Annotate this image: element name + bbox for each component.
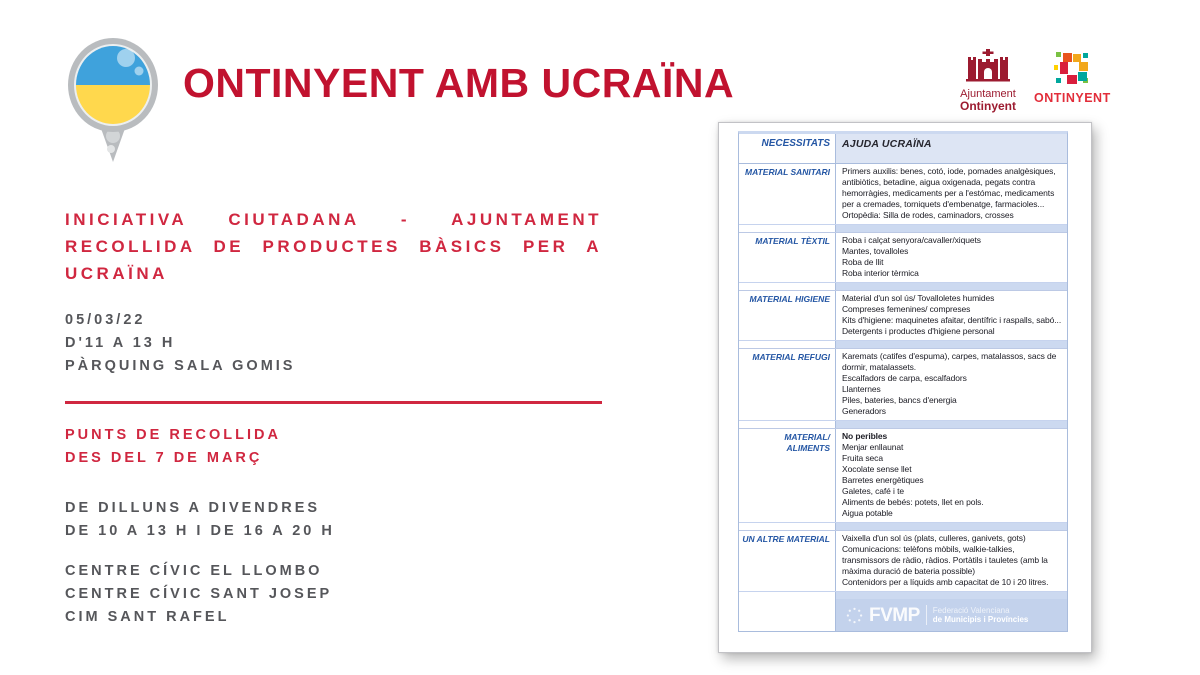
page-title: ONTINYENT AMB UCRAÏNA bbox=[183, 60, 735, 106]
separator-left-cell bbox=[739, 523, 836, 530]
schedule-line: DE DILLUNS A DIVENDRES bbox=[65, 500, 321, 516]
table-row-label: MATERIAL REFUGI bbox=[739, 349, 836, 420]
table-row bbox=[739, 290, 1067, 340]
table-row-separator bbox=[739, 591, 1067, 599]
table-row-content: Primers auxilis: benes, cotó, iode, pomades analgèsiques, antibiòtics, betadine, aigua oxigenada, pegats contra hemorràgies, medicaments per a l'estómac, medicaments per a cremades, torniquets d'embenatge, farmacioles... Ortopèdia: Silla de rodes, caminadors, crosses bbox=[842, 166, 1056, 220]
needs-document-card bbox=[718, 122, 1092, 653]
separator-band bbox=[836, 523, 1067, 530]
table-row bbox=[739, 428, 1067, 522]
table-row-content: Roba i calçat senyora/cavaller/xiquets Mantes, tovalloles Roba de llit Roba interior tèrmica bbox=[842, 235, 981, 278]
table-row-label: MATERIAL TÈXTIL bbox=[739, 233, 836, 282]
separator-left-cell bbox=[739, 341, 836, 348]
table-row bbox=[739, 530, 1067, 591]
table-row-separator bbox=[739, 420, 1067, 428]
location-line: CENTRE CÍVIC SANT JOSEP bbox=[65, 586, 333, 602]
heading-line: INICIATIVA CIUTADANA - AJUNTAMENT bbox=[65, 210, 602, 229]
separator-band bbox=[836, 283, 1067, 290]
event-place: PÀRQUING SALA GOMIS bbox=[65, 358, 296, 374]
table-row-separator bbox=[739, 282, 1067, 290]
table-row-label: MATERIAL HIGIENE bbox=[739, 291, 836, 340]
table-row-label: MATERIAL SANITARI bbox=[739, 164, 836, 224]
fvmp-caption-line2: de Municipis i Províncies bbox=[932, 615, 1029, 624]
table-row bbox=[739, 232, 1067, 282]
ontinyent-brand-text: ONTINYENT bbox=[1034, 91, 1111, 105]
separator-left-cell bbox=[739, 225, 836, 232]
collection-title-line: PUNTS DE RECOLLIDA bbox=[65, 427, 281, 443]
fvmp-caption bbox=[933, 606, 1029, 625]
fvmp-caption-line1: Federació Valenciana bbox=[932, 605, 1010, 615]
location-line: CIM SANT RAFEL bbox=[65, 609, 230, 625]
table-row-label: UN ALTRE MATERIAL bbox=[739, 531, 836, 591]
event-time: D'11 A 13 H bbox=[65, 335, 176, 351]
fvmp-divider bbox=[926, 605, 927, 625]
heading-line: RECOLLIDA DE PRODUCTES BÀSICS PER A bbox=[65, 237, 602, 256]
separator-band bbox=[836, 421, 1067, 428]
needs-table-header-left: NECESSITATS bbox=[739, 134, 836, 163]
collection-title-line: DES DEL 7 DE MARÇ bbox=[65, 450, 263, 466]
location-line: CENTRE CÍVIC EL LLOMBO bbox=[65, 563, 323, 579]
table-row-label: MATERIAL/ ALIMENTS bbox=[739, 429, 836, 522]
fvmp-footer-row bbox=[739, 599, 1067, 631]
table-row bbox=[739, 164, 1067, 224]
ontinyent-brand-logo bbox=[1034, 50, 1110, 105]
fvmp-footer-band bbox=[836, 599, 1067, 631]
needs-table-header-right: AJUDA UCRAÏNA bbox=[836, 134, 1067, 163]
needs-table-header bbox=[739, 134, 1067, 164]
stars-circle-icon bbox=[846, 607, 863, 624]
event-date-block bbox=[65, 309, 295, 378]
ajuntament-logo-line1: Ajuntament bbox=[960, 88, 1016, 100]
separator-band bbox=[836, 225, 1067, 232]
separator-left-cell bbox=[739, 283, 836, 290]
ajuntament-logo bbox=[946, 48, 1030, 113]
ukraine-flag-pin-icon bbox=[64, 36, 162, 164]
initiative-heading bbox=[65, 206, 602, 287]
table-body bbox=[739, 164, 1067, 599]
red-divider bbox=[65, 401, 602, 404]
fvmp-footer-left-cell bbox=[739, 599, 836, 631]
table-row-content: Material d'un sol ús/ Tovalloletes humides Compreses femenines/ compreses Kits d'higiene: maquinetes afaitar, dentífric i raspalls, sabó... Detergents i productes d'higiene personal bbox=[842, 293, 1062, 336]
table-row-separator bbox=[739, 340, 1067, 348]
ajuntament-logo-line2: Ontinyent bbox=[960, 99, 1016, 113]
needs-table bbox=[738, 131, 1068, 632]
table-row bbox=[739, 348, 1067, 420]
heading-line: UCRAÏNA bbox=[65, 264, 168, 283]
separator-band bbox=[836, 592, 1067, 599]
schedule-line: DE 10 A 13 H I DE 16 A 20 H bbox=[65, 523, 335, 539]
mosaic-o-icon bbox=[1054, 50, 1090, 86]
event-date: 05/03/22 bbox=[65, 312, 146, 328]
fvmp-logo-text: FVMP bbox=[869, 604, 920, 626]
table-row-content: No peribles Menjar enllaunat Fruita seca Xocolate sense llet Barretes energètiques Galetes, café i te Aliments de bebés: potets, llet en pols. Aigua potable bbox=[842, 431, 984, 518]
collection-schedule bbox=[65, 497, 335, 543]
separator-left-cell bbox=[739, 592, 836, 599]
table-row-content: Vaixella d'un sol ús (plats, culleres, ganivets, gots) Comunicacions: telèfons mòbils, walkie-talkies, transmissors de ràdio, ràdios. Portàtils i tauletes (amb la màxima duració de bateria possible) Contenidors per a líquids amb capacitat de 10 i 20 litres. bbox=[842, 533, 1049, 587]
separator-band bbox=[836, 341, 1067, 348]
collection-locations bbox=[65, 560, 332, 629]
table-row-separator bbox=[739, 224, 1067, 232]
castle-emblem-icon bbox=[965, 48, 1011, 86]
collection-points-title bbox=[65, 424, 281, 470]
table-row-separator bbox=[739, 522, 1067, 530]
table-row-content: Karemats (catifes d'espuma), carpes, matalassos, sacs de dormir, matalassets. Escalfadors de carpa, escalfadors Llanternes Piles, bateries, bancs d'energia Generadors bbox=[842, 351, 1057, 416]
separator-left-cell bbox=[739, 421, 836, 428]
